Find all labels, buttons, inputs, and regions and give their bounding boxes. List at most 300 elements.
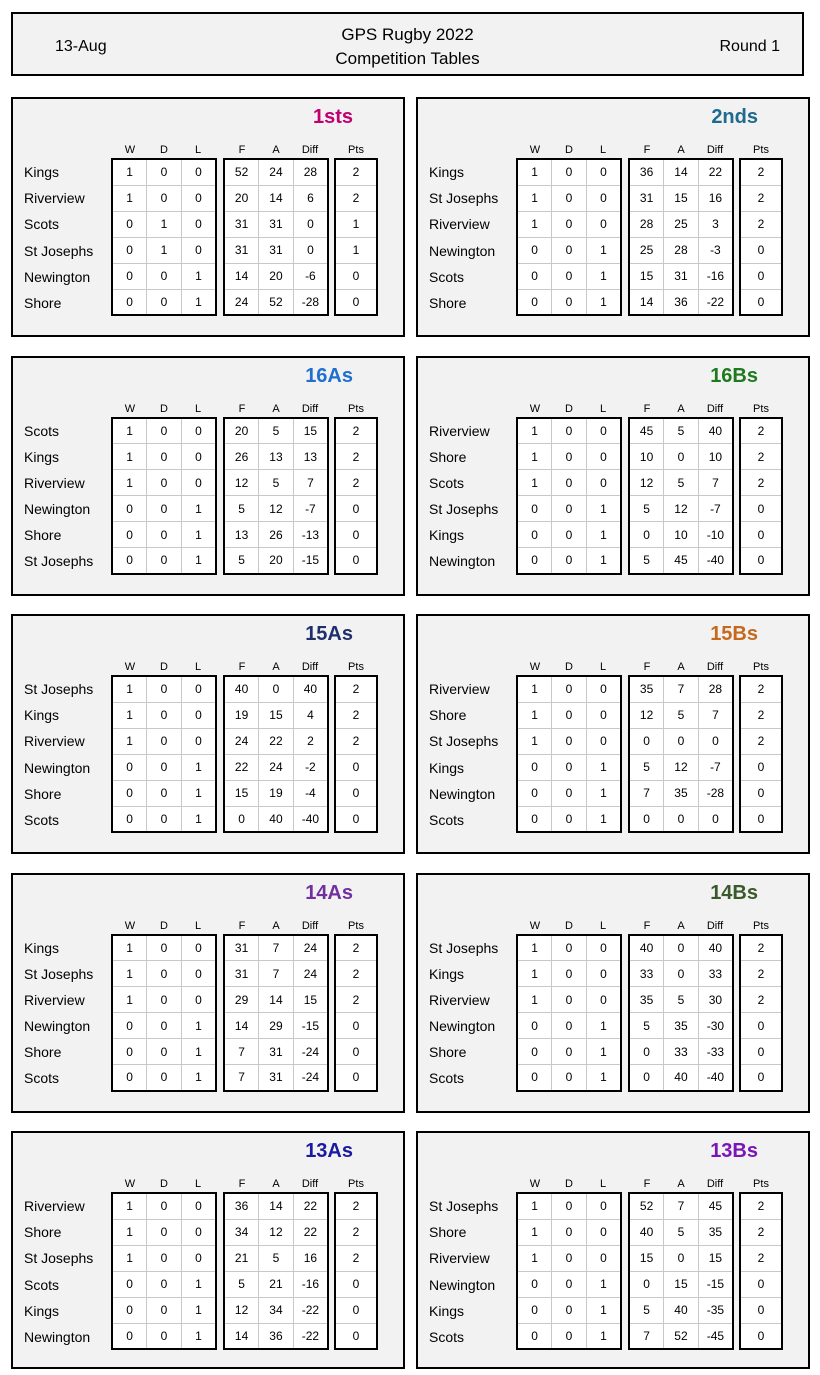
team-list [24, 159, 93, 316]
cell-f: 29 [224, 987, 259, 1013]
cell-l: 0 [586, 1219, 621, 1245]
cell-d: 0 [147, 522, 182, 548]
table-row [112, 522, 216, 548]
table-row [224, 754, 328, 780]
cell-d: 0 [552, 444, 587, 470]
table-row [517, 496, 621, 522]
cell-pts: 2 [740, 728, 782, 754]
table-row [740, 987, 782, 1013]
table-row [335, 496, 377, 522]
scores-grid [628, 1192, 734, 1350]
cell-pts: 2 [352, 682, 360, 697]
cell-pts: 0 [335, 780, 377, 806]
cell-l: 0 [181, 676, 216, 702]
table-row [740, 185, 782, 211]
team-name: Shore [429, 1224, 467, 1241]
cell-pts: 0 [335, 289, 377, 315]
cell-a: 28 [664, 237, 699, 263]
cell-pts: 0 [740, 548, 782, 574]
team-name: Newington [429, 553, 496, 570]
team-name: Scots [429, 474, 465, 491]
cell-l: 1 [181, 289, 216, 315]
cell-diff: 35 [698, 1219, 733, 1245]
cell-diff: -28 [293, 289, 328, 315]
table-row [112, 987, 216, 1013]
cell-w: 1 [531, 165, 538, 180]
cell-diff: -2 [293, 754, 328, 780]
cell-l: 1 [586, 780, 621, 806]
column-header-diff: Diff [706, 1178, 724, 1190]
scores-grid [223, 158, 329, 316]
column-header-l: L [194, 661, 202, 673]
cell-l: 1 [181, 1323, 216, 1349]
table-row [517, 754, 621, 780]
cell-pts: 0 [335, 1065, 377, 1091]
column-header-w: W [529, 402, 541, 415]
table-row [517, 702, 621, 728]
table-row [740, 780, 782, 806]
cell-a: 12 [259, 496, 294, 522]
table-row [335, 1323, 377, 1349]
table-row [224, 470, 328, 496]
table-row [224, 522, 328, 548]
column-header-pts: Pts [348, 144, 364, 156]
cell-d: 0 [552, 1297, 587, 1323]
cell-d: 0 [147, 1323, 182, 1349]
cell-pts: 0 [740, 1297, 782, 1323]
scores-grid [223, 1192, 329, 1350]
cell-f: 20 [224, 185, 259, 211]
cell-d: 0 [552, 418, 587, 444]
cell-pts: 2 [352, 165, 360, 180]
table-title: 14Bs [710, 881, 758, 904]
cell-f: 7 [224, 1039, 259, 1065]
table-title: 15Bs [710, 623, 758, 645]
column-header-pts: Pts [348, 1178, 364, 1190]
cell-diff: 15 [698, 1245, 733, 1271]
cell-w: 1 [531, 682, 538, 697]
table-row [517, 1065, 621, 1091]
table-row [629, 522, 733, 548]
cell-d: 0 [552, 961, 587, 987]
cell-a: 40 [664, 1297, 699, 1323]
team-name: Newington [429, 785, 496, 802]
cell-pts: 0 [335, 754, 377, 780]
cell-w: 0 [517, 263, 552, 289]
cell-pts: 0 [335, 263, 377, 289]
table-row [112, 676, 216, 702]
table-row [517, 159, 621, 185]
table-row [740, 935, 782, 961]
cell-d: 0 [147, 418, 182, 444]
cell-diff: 24 [293, 961, 328, 987]
cell-w: 0 [517, 496, 552, 522]
cell-w: 1 [517, 211, 552, 237]
cell-pts: 2 [335, 702, 377, 728]
table-row [629, 1245, 733, 1271]
table-panel-1sts [11, 97, 405, 337]
column-header-l: L [194, 402, 202, 415]
cell-diff: 6 [293, 185, 328, 211]
team-name: Kings [429, 1302, 465, 1319]
table-row [740, 237, 782, 263]
cell-pts: 0 [740, 1013, 782, 1039]
team-name: Newington [24, 759, 91, 776]
results-grid [516, 158, 622, 316]
cell-w: 0 [517, 522, 552, 548]
cell-f: 52 [234, 165, 249, 180]
cell-pts: 0 [740, 1039, 782, 1065]
cell-a: 45 [664, 548, 699, 574]
table-row [517, 1193, 621, 1219]
cell-d: 0 [552, 987, 587, 1013]
cell-pts: 2 [352, 1199, 360, 1214]
table-row [629, 289, 733, 315]
cell-w: 0 [112, 1013, 147, 1039]
column-header-diff: Diff [301, 661, 319, 673]
table-row [224, 1271, 328, 1297]
cell-w: 1 [112, 185, 147, 211]
table-row [740, 1323, 782, 1349]
cell-f: 52 [639, 1199, 654, 1214]
cell-w: 0 [517, 1039, 552, 1065]
cell-w: 1 [517, 444, 552, 470]
points-grid [334, 934, 378, 1092]
table-row [335, 1219, 377, 1245]
cell-pts: 2 [335, 1219, 377, 1245]
team-name: Scots [429, 811, 465, 828]
table-row [335, 1039, 377, 1065]
cell-f: 0 [629, 806, 664, 832]
cell-diff: -15 [698, 1271, 733, 1297]
cell-pts: 2 [335, 987, 377, 1013]
table-row [517, 1323, 621, 1349]
table-row [629, 1039, 733, 1065]
team-name: Kings [429, 527, 465, 544]
table-title: 16Bs [710, 364, 758, 387]
cell-a: 7 [259, 935, 294, 961]
points-grid [739, 158, 783, 316]
table-row [740, 289, 782, 315]
cell-pts: 2 [335, 1245, 377, 1271]
table-row [224, 289, 328, 315]
cell-w: 0 [517, 1013, 552, 1039]
points-grid [334, 1192, 378, 1350]
cell-d: 0 [552, 1245, 587, 1271]
title-line-2: Competition Tables [335, 49, 480, 68]
scores-grid [628, 934, 734, 1092]
cell-l: 0 [586, 676, 621, 702]
scores-grid [223, 417, 329, 575]
cell-l: 1 [181, 1065, 216, 1091]
cell-l: 0 [181, 702, 216, 728]
cell-l: 0 [181, 935, 216, 961]
cell-diff: 33 [698, 961, 733, 987]
table-row [335, 961, 377, 987]
cell-a: 35 [664, 780, 699, 806]
cell-f: 31 [234, 940, 249, 955]
cell-a: 14 [259, 987, 294, 1013]
cell-a: 15 [664, 1271, 699, 1297]
cell-diff: 0 [293, 211, 328, 237]
cell-d: 0 [552, 237, 587, 263]
cell-diff: 7 [698, 702, 733, 728]
cell-d: 0 [552, 263, 587, 289]
table-row [335, 548, 377, 574]
table-row [740, 470, 782, 496]
cell-a: 0 [664, 935, 699, 961]
cell-diff: -40 [698, 548, 733, 574]
cell-pts: 2 [757, 165, 765, 180]
cell-diff: -33 [698, 1039, 733, 1065]
cell-diff: 16 [293, 1245, 328, 1271]
table-row [629, 1065, 733, 1091]
table-row [112, 702, 216, 728]
column-header-diff: Diff [301, 402, 319, 415]
team-name: Newington [429, 1018, 496, 1035]
table-row [517, 418, 621, 444]
column-header-l: L [599, 661, 607, 673]
cell-f: 0 [224, 806, 259, 832]
column-header-diff: Diff [706, 402, 724, 415]
cell-d: 0 [552, 728, 587, 754]
table-row [740, 1013, 782, 1039]
column-header-w: W [124, 919, 136, 932]
cell-a: 36 [664, 289, 699, 315]
cell-w: 0 [517, 548, 552, 574]
cell-diff: -28 [698, 780, 733, 806]
cell-a: 14 [259, 1193, 294, 1219]
cell-w: 1 [517, 470, 552, 496]
cell-d: 0 [552, 806, 587, 832]
cell-w: 1 [112, 1245, 147, 1271]
points-grid [739, 675, 783, 833]
table-row [335, 676, 377, 702]
cell-d: 0 [147, 754, 182, 780]
cell-pts: 0 [740, 780, 782, 806]
cell-d: 0 [147, 1219, 182, 1245]
table-row [629, 702, 733, 728]
cell-d: 0 [147, 935, 182, 961]
table-row [517, 470, 621, 496]
table-row [517, 211, 621, 237]
cell-diff: 22 [293, 1193, 328, 1219]
column-header-w: W [529, 1178, 541, 1190]
team-name: Scots [429, 1328, 465, 1345]
cell-diff: 40 [698, 935, 733, 961]
cell-l: 0 [586, 961, 621, 987]
team-name: Newington [24, 268, 91, 285]
column-header-pts: Pts [753, 661, 769, 673]
table-panel-13bs [416, 1131, 810, 1369]
table-row [224, 1297, 328, 1323]
column-header-diff: Diff [706, 661, 724, 673]
cell-d: 0 [147, 159, 182, 185]
table-row [629, 418, 733, 444]
table-panel-13as [11, 1131, 405, 1369]
cell-a: 12 [664, 754, 699, 780]
results-grid [111, 158, 217, 316]
cell-diff: 13 [293, 444, 328, 470]
table-row [112, 444, 216, 470]
table-row [740, 1245, 782, 1271]
table-row [629, 470, 733, 496]
cell-w: 0 [517, 237, 552, 263]
cell-f: 5 [629, 1013, 664, 1039]
cell-l: 1 [586, 237, 621, 263]
cell-w: 0 [112, 1039, 147, 1065]
team-name: Riverview [24, 733, 85, 750]
team-name: Shore [24, 527, 62, 544]
cell-diff: 2 [293, 728, 328, 754]
cell-a: 31 [259, 211, 294, 237]
team-name: St Josephs [429, 733, 499, 750]
table-row [335, 1297, 377, 1323]
cell-d: 0 [147, 289, 182, 315]
table-row [335, 1271, 377, 1297]
column-header-pts: Pts [348, 661, 364, 673]
cell-pts: 2 [740, 987, 782, 1013]
cell-w: 0 [112, 1271, 147, 1297]
cell-f: 5 [224, 548, 259, 574]
cell-d: 0 [147, 1065, 182, 1091]
cell-f: 15 [629, 263, 664, 289]
cell-diff: 7 [293, 470, 328, 496]
table-row [517, 1297, 621, 1323]
cell-a: 24 [259, 754, 294, 780]
column-header-w: W [124, 1178, 136, 1190]
cell-w: 1 [517, 987, 552, 1013]
results-grid [111, 417, 217, 575]
cell-pts: 2 [740, 1219, 782, 1245]
column-header-pts: Pts [348, 402, 364, 415]
table-row [740, 676, 782, 702]
cell-w: 1 [531, 423, 538, 438]
cell-a: 5 [664, 987, 699, 1013]
cell-f: 24 [224, 289, 259, 315]
team-name: Scots [24, 422, 60, 439]
cell-f: 31 [629, 185, 664, 211]
table-panel-14bs [416, 873, 810, 1113]
column-header-d: D [565, 1178, 573, 1190]
team-name: Riverview [429, 422, 490, 439]
column-header-w: W [529, 661, 541, 673]
cell-f: 12 [224, 1297, 259, 1323]
table-row [517, 1245, 621, 1271]
table-row [112, 289, 216, 315]
table-title: 16As [305, 364, 353, 387]
table-row [335, 728, 377, 754]
cell-l: 1 [586, 806, 621, 832]
cell-d: 0 [147, 780, 182, 806]
table-row [629, 496, 733, 522]
cell-l: 0 [586, 470, 621, 496]
cell-w: 0 [112, 780, 147, 806]
table-row [112, 548, 216, 574]
cell-l: 1 [181, 263, 216, 289]
cell-diff: -3 [698, 237, 733, 263]
team-list [429, 935, 498, 1092]
table-row [740, 496, 782, 522]
table-row [112, 159, 216, 185]
cell-pts: 0 [335, 522, 377, 548]
table-row [112, 263, 216, 289]
cell-f: 40 [234, 682, 249, 697]
team-list [429, 676, 498, 833]
column-header-d: D [565, 919, 573, 932]
table-row [112, 211, 216, 237]
cell-f: 7 [629, 780, 664, 806]
team-name: Shore [24, 1224, 62, 1241]
cell-f: 13 [224, 522, 259, 548]
cell-a: 5 [664, 470, 699, 496]
cell-a: 31 [259, 1065, 294, 1091]
table-row [517, 289, 621, 315]
cell-a: 34 [259, 1297, 294, 1323]
table-row [335, 470, 377, 496]
cell-d: 0 [552, 159, 587, 185]
cell-f: 7 [629, 1323, 664, 1349]
cell-f: 24 [224, 728, 259, 754]
cell-diff: 30 [698, 987, 733, 1013]
cell-pts: 2 [740, 185, 782, 211]
table-row [629, 1013, 733, 1039]
column-header-diff: Diff [301, 919, 319, 932]
cell-d: 0 [147, 1297, 182, 1323]
cell-l: 1 [586, 496, 621, 522]
table-row [335, 780, 377, 806]
cell-a: 7 [259, 961, 294, 987]
cell-l: 0 [586, 211, 621, 237]
team-name: St Josephs [429, 190, 499, 207]
table-row [629, 676, 733, 702]
cell-pts: 2 [740, 211, 782, 237]
cell-l: 0 [586, 935, 621, 961]
cell-pts: 0 [335, 1271, 377, 1297]
cell-f: 14 [224, 263, 259, 289]
points-grid [739, 1192, 783, 1350]
cell-a: 36 [259, 1323, 294, 1349]
cell-l: 1 [181, 548, 216, 574]
table-row [112, 1271, 216, 1297]
table-row [224, 1065, 328, 1091]
column-header-diff: Diff [301, 1178, 319, 1190]
table-row [740, 728, 782, 754]
team-name: St Josephs [429, 939, 499, 956]
cell-f: 5 [224, 1271, 259, 1297]
cell-pts: 2 [740, 961, 782, 987]
cell-w: 0 [517, 1323, 552, 1349]
column-header-f: F [643, 144, 651, 156]
results-grid [516, 1192, 622, 1350]
round-label: Round 1 [719, 38, 780, 55]
cell-diff: -22 [698, 289, 733, 315]
cell-f: 28 [629, 211, 664, 237]
column-header-l: L [599, 144, 607, 156]
cell-f: 12 [629, 702, 664, 728]
cell-diff: -13 [293, 522, 328, 548]
column-header-f: F [238, 402, 246, 415]
table-row [335, 1065, 377, 1091]
cell-d: 0 [552, 211, 587, 237]
table-row [224, 935, 328, 961]
cell-pts: 2 [740, 702, 782, 728]
team-name: Scots [24, 811, 60, 828]
cell-l: 0 [181, 418, 216, 444]
cell-f: 12 [224, 470, 259, 496]
cell-diff: 0 [698, 728, 733, 754]
table-row [517, 676, 621, 702]
